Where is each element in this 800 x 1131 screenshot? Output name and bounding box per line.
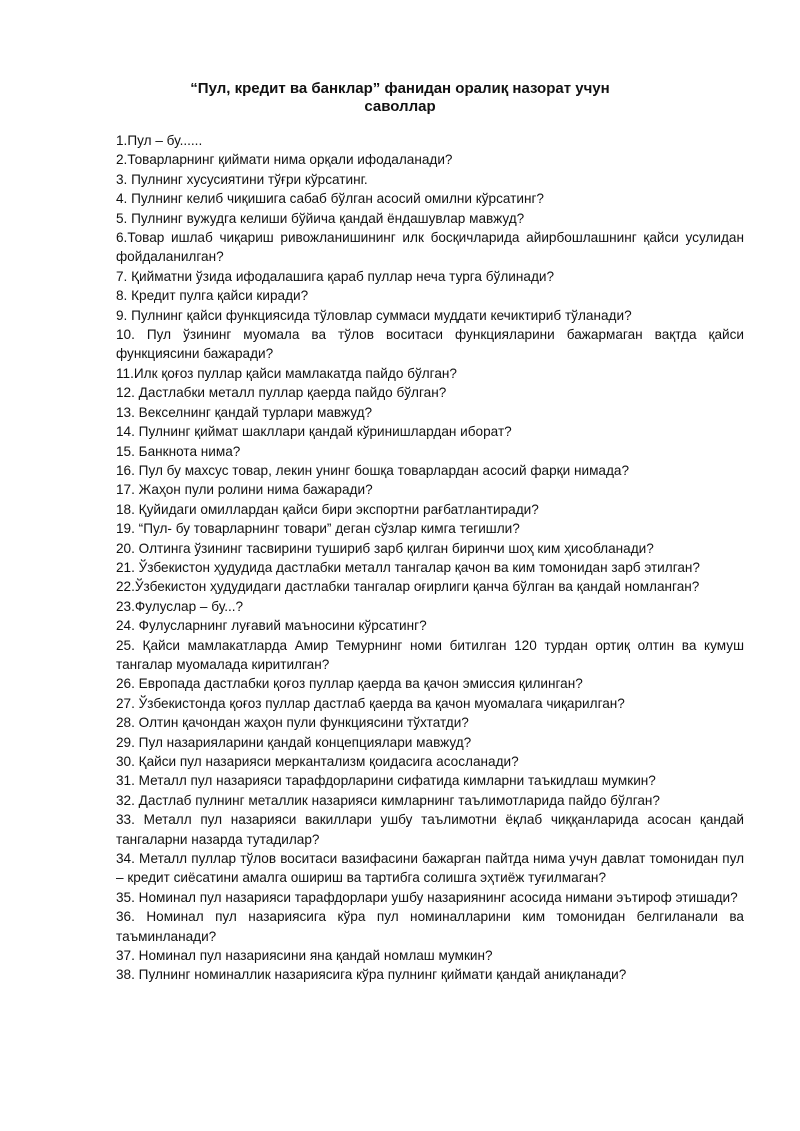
question-item: 28. Олтин қачондан жаҳон пули функциясини тўхтатди? <box>116 715 469 731</box>
question-item: 32. Дастлаб пулнинг металлик назарияси кимларнинг таълимотларида пайдо бўлган? <box>116 792 660 808</box>
question-item: 12. Дастлабки металл пуллар қаерда пайдо бўлган? <box>116 385 447 401</box>
question-item: 36. Номинал пул назариясига кўра пул номиналларини ким томонидан белгиланали ва таъминланади? <box>116 909 744 944</box>
question-item: 3. Пулнинг хусусиятини тўғри кўрсатинг. <box>116 171 368 187</box>
question-list <box>116 131 744 985</box>
document-title-line-1: “Пул, кредит ва банклар” фанидан оралиқ назорат учун <box>190 80 610 97</box>
question-item: 19. “Пул- бу товарларнинг товари” деган сўзлар кимга тегишли? <box>116 521 520 537</box>
question-item: 35. Номинал пул назарияси тарафдорлари ушбу назариянинг асосида нимани эътироф этишади? <box>116 889 738 905</box>
question-item: 27. Ўзбекистонда қоғоз пуллар дастлаб қаерда ва қачон муомалага чиқарилган? <box>116 695 625 711</box>
question-item: 2.Товарларнинг қиймати нима орқали ифодаланади? <box>116 152 453 168</box>
question-item: 11.Илк қоғоз пуллар қайси мамлакатда пайдо бўлган? <box>116 365 457 381</box>
question-item: 34. Металл пуллар тўлов воситаси вазифасини бажарган пайтда нима учун давлат томонидан пул – кредит сиёсатини амалга ошириш ва тартибга солишга эҳтиёж туғилмаган? <box>116 851 744 886</box>
question-item: 16. Пул бу махсус товар, лекин унинг бошқа товарлардан асосий фарқи нимада? <box>116 462 630 478</box>
question-item: 22.Ўзбекистон ҳудудидаги дастлабки тангалар оғирлиги қанча бўлган ва қандай номланган? <box>116 579 700 595</box>
question-item: 8. Кредит пулга қайси киради? <box>116 288 309 304</box>
question-item: 6.Товар ишлаб чиқариш ривожланишининг илк босқичларида айирбошлашнинг қайси усулидан фойдаланилган? <box>116 230 744 265</box>
question-item: 37. Номинал пул назариясини яна қандай номлаш мумкин? <box>116 948 493 964</box>
question-item: 26. Европада дастлабки қоғоз пуллар қаерда ва қачон эмиссия қилинган? <box>116 676 583 692</box>
question-item: 23.Фулуслар – бу...? <box>116 598 244 614</box>
question-item: 7. Қийматни ўзида ифодалашига қараб пуллар неча турга бўлинади? <box>116 268 555 284</box>
question-item: 9. Пулнинг қайси функциясида тўловлар суммаси муддати кечиктириб тўланади? <box>116 307 632 323</box>
question-item: 38. Пулнинг номиналлик назариясига кўра пулнинг қиймати қандай аниқланади? <box>116 967 627 983</box>
question-item: 18. Қуйидаги омиллардан қайси бири экспортни рағбатлантиради? <box>116 501 539 517</box>
question-item: 25. Қайси мамлакатларда Амир Темурнинг номи битилган 120 турдан ортиқ олтин ва кумуш тангалар муомалада киритилган? <box>116 637 744 672</box>
question-item: 4. Пулнинг келиб чиқишига сабаб бўлган асосий омилни кўрсатинг? <box>116 191 544 207</box>
question-item: 33. Металл пул назарияси вакиллари ушбу таълимотни ёқлаб чиққанларида асосан қандай тангаларни назарда тутадилар? <box>116 812 744 847</box>
question-item: 31. Металл пул назарияси тарафдорларини сифатида кимларни таъкидлаш мумкин? <box>116 773 656 789</box>
question-item: 14. Пулнинг қиймат шакллари қандай кўринишлардан иборат? <box>116 424 512 440</box>
question-item: 24. Фулусларнинг луғавий маъносини кўрсатинг? <box>116 618 427 634</box>
question-item: 5. Пулнинг вужудга келиши бўйича қандай ёндашувлар мавжуд? <box>116 210 525 226</box>
question-item: 10. Пул ўзининг муомала ва тўлов воситаси функцияларини бажармаган вақтда қайси функциясини бажаради? <box>116 327 744 362</box>
question-item: 29. Пул назарияларини қандай концепциялари мавжуд? <box>116 734 472 750</box>
question-item: 15. Банкнота нима? <box>116 443 241 459</box>
question-item: 1.Пул – бу...... <box>116 133 203 148</box>
document-title-line-2: саволлар <box>364 98 436 115</box>
question-item: 20. Олтинга ўзининг тасвирини тушириб зарб қилган биринчи шоҳ ким ҳисобланади? <box>116 540 654 556</box>
question-item: 17. Жаҳон пули ролини нима бажаради? <box>116 482 373 498</box>
question-item: 30. Қайси пул назарияси меркантализм қоидасига асосланади? <box>116 754 519 769</box>
question-item: 13. Векселнинг қандай турлари мавжуд? <box>116 404 373 420</box>
question-item: 21. Ўзбекистон ҳудудида дастлабки металл тангалар қачон ва ким томонидан зарб этилган? <box>116 559 700 575</box>
